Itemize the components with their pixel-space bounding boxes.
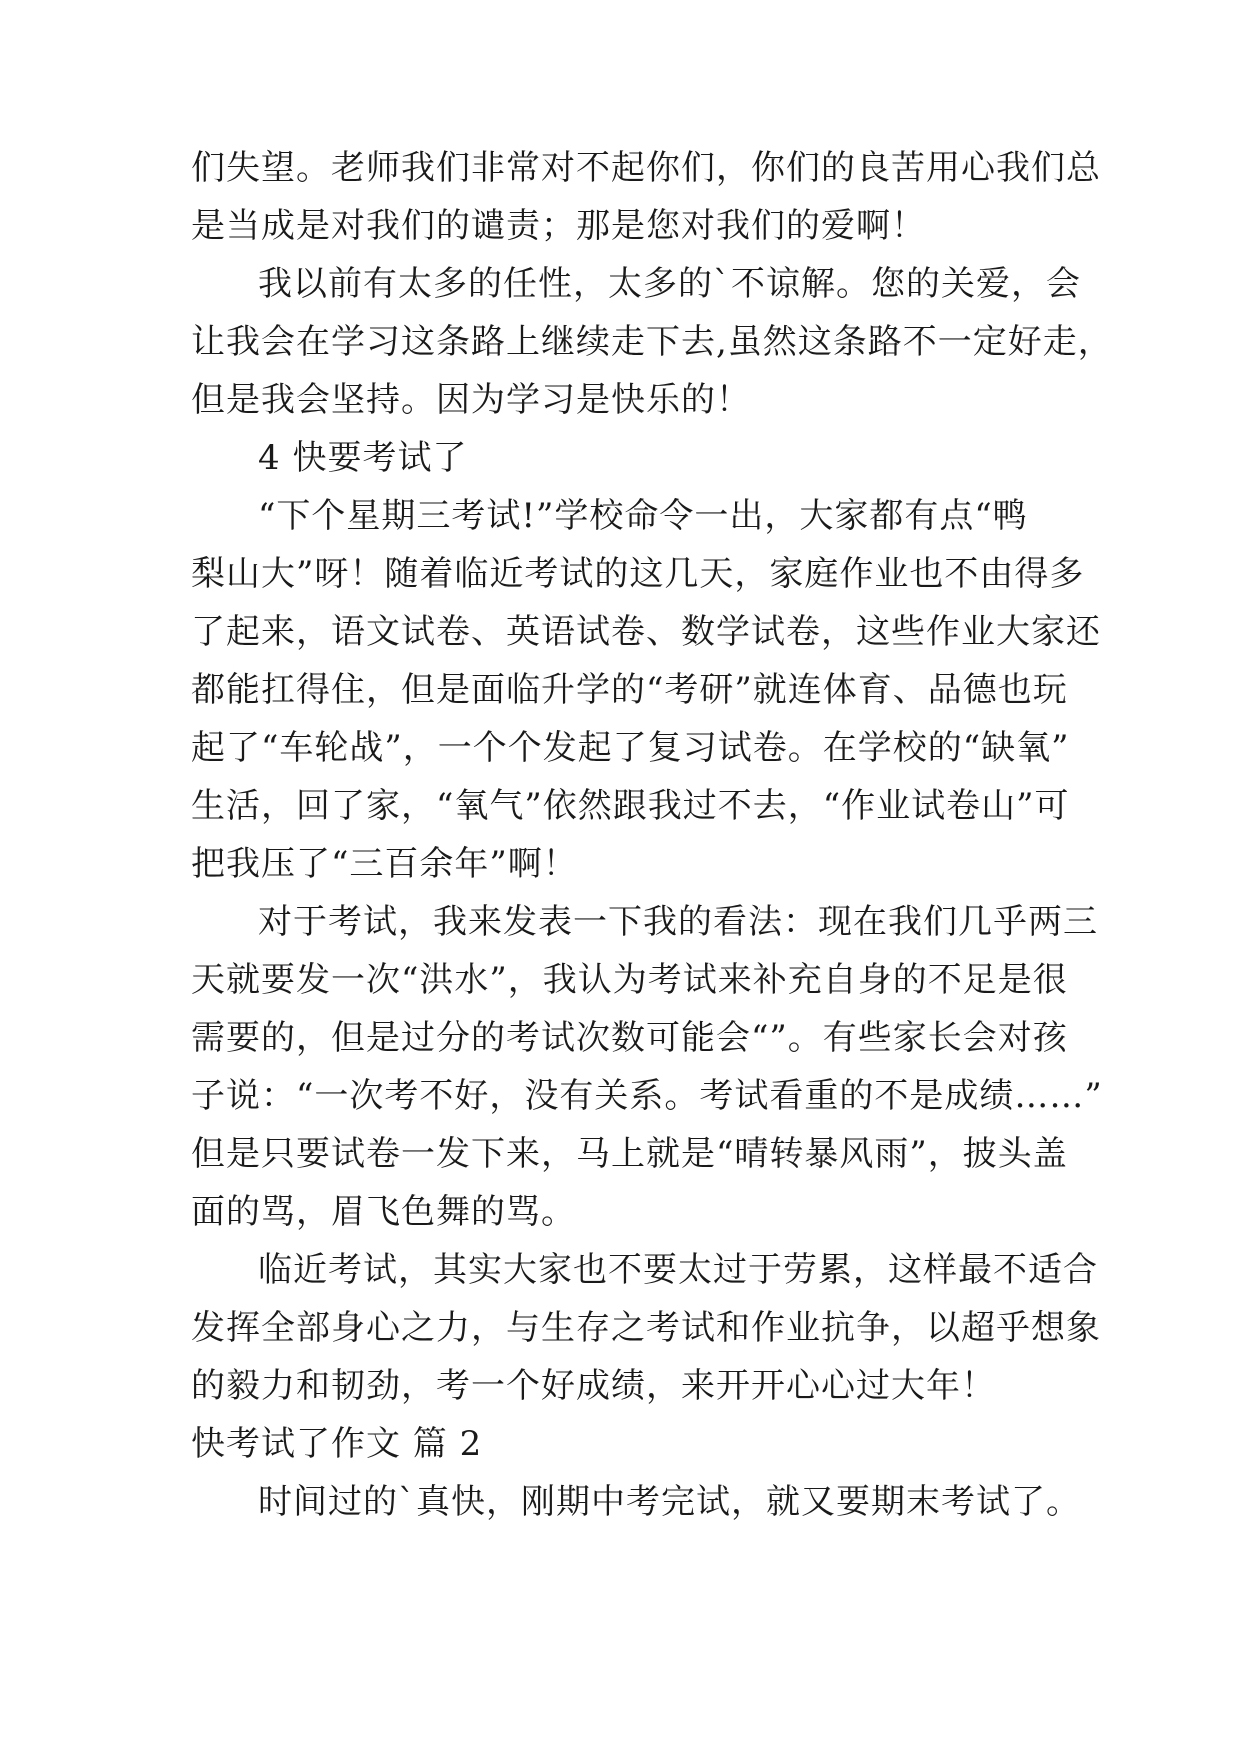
text-line: 发挥全部身心之力，与生存之考试和作业抗争，以超乎想象 bbox=[191, 1308, 1101, 1348]
text-line: 了起来，语文试卷、英语试卷、数学试卷，这些作业大家还 bbox=[191, 612, 1101, 652]
text-line: 但是只要试卷一发下来，马上就是“晴转暴风雨”，披头盖 bbox=[191, 1134, 1068, 1174]
paragraph-start: 对于考试，我来发表一下我的看法：现在我们几乎两三 bbox=[258, 902, 1098, 942]
text-line: 但是我会坚持。因为学习是快乐的！ bbox=[191, 380, 751, 420]
text-line: 子说：“一次考不好，没有关系。考试看重的不是成绩……” bbox=[191, 1076, 1103, 1116]
paragraph-start: 时间过的`真快，刚期中考完试，就又要期末考试了。 bbox=[258, 1482, 1081, 1522]
text-line: 都能扛得住，但是面临升学的“考研”就连体育、品德也玩 bbox=[191, 670, 1068, 710]
text-line: 是当成是对我们的谴责；那是您对我们的爱啊！ bbox=[191, 206, 926, 246]
text-line: 梨山大”呀！随着临近考试的这几天，家庭作业也不由得多 bbox=[191, 554, 1085, 594]
text-line: 让我会在学习这条路上继续走下去,虽然这条路不一定好走， bbox=[191, 322, 1113, 362]
text-line: 的毅力和韧劲，考一个好成绩，来开开心心过大年！ bbox=[191, 1366, 996, 1406]
text-line: 需要的，但是过分的考试次数可能会“”。有些家长会对孩 bbox=[191, 1018, 1068, 1058]
text-line: 生活，回了家，“氧气”依然跟我过不去，“作业试卷山”可 bbox=[191, 786, 1070, 826]
text-line: 天就要发一次“洪水”，我认为考试来补充自身的不足是很 bbox=[191, 960, 1068, 1000]
paragraph-start: 临近考试，其实大家也不要太过于劳累，这样最不适合 bbox=[258, 1250, 1098, 1290]
section-heading: 4 快要考试了 bbox=[258, 438, 468, 478]
text-line: 起了“车轮战”，一个个发起了复习试卷。在学校的“缺氧” bbox=[191, 728, 1070, 768]
text-line: 面的骂，眉飞色舞的骂。 bbox=[191, 1192, 576, 1232]
paragraph-start: 我以前有太多的任性，太多的`不谅解。您的关爱，会 bbox=[258, 264, 1081, 304]
text-line: 把我压了“三百余年”啊！ bbox=[191, 844, 578, 884]
paragraph-start: “下个星期三考试!”学校命令一出，大家都有点“鸭 bbox=[258, 496, 1028, 536]
section-title: 快考试了作文 篇 2 bbox=[191, 1424, 483, 1464]
text-line: 们失望。老师我们非常对不起你们，你们的良苦用心我们总 bbox=[191, 148, 1101, 188]
